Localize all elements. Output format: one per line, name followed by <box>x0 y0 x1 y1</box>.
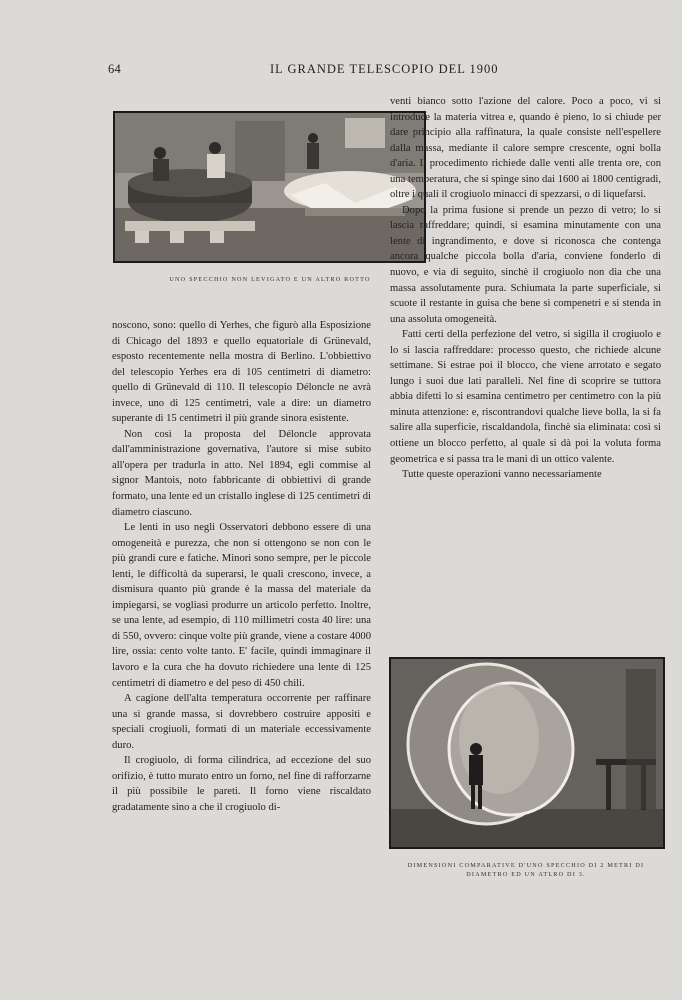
mirror-comparison-illustration <box>391 659 663 847</box>
paragraph: Fatti certi della perfezione del vetro, si sigilla il crogiuolo e lo si lascia raffreddare: processo questo, che richiede alcune settimane. Si estrae poi il blocco, che viene arrotato e segato lungo i suoi due lati paralleli. Nel fine di scoprire se tuttora abbia difetti lo si esamina centimetro per centimetro con la più minuta attenzione: e, riscontrandovi qualche lieve bolla, la si fa salire alla superficie, riscaldandola, finchè sia eliminata: così si ottiene un blocco perfetto, al quale si dà poi la voluta forma geometrica e si passa tra le mani di un ottico valente. <box>390 329 661 465</box>
figure-2-caption: DIMENSIONI COMPARATIVE D'UNO SPECCHIO DI 2 METRI DI DIAMETRO ED UN ATLRO DI 3. <box>407 862 645 878</box>
paragraph: Le lenti in uso negli Osservatori debbono essere di una omogeneità e purezza, che non si ottengono se non con le più grandi cure e fatiche. Minori sono sempre, per le piccole lenti, le difficoltà da superarsi, le quali crescono, invece, a dismisura quanto più grande è la massa del materiale da impiegarsi, se vogliasi produrre un articolo perfetto. Inoltre, se una lente, ad esempio, di 110 millimetri costa 40 lire: una di 550, ovvero: cinque volte più grande, viene a costare 4000 lire, ossia: cento volte tanto. E' facile, quindi immaginare il lavoro e la cura che ha dovuto richiedere una lente di 125 centimetri di diametro e del peso di 450 chili. <box>112 522 371 689</box>
figure-1-caption: UNO SPECCHIO NON LEVIGATO E UN ALTRO ROTTO <box>169 276 371 283</box>
workshop-illustration <box>115 113 424 261</box>
paragraph: venti bianco sotto l'azione del calore. Poco a poco, vi si introduce la materia vitrea e, quando è pieno, lo si chiude per dare principio alla raffinatura, la quale consiste nell'espellere dalla massa, mediante il calore sempre crescente, ogni bolla d'aria. Il procedimento richiede dalle venti alle trenta ore, con una temperatura, che si spinge sino dai 1600 ai 1800 centigradi, oltre i quali il crogiuolo minacci di spezzarsi, o di liquefarsi. <box>390 96 661 201</box>
page-number: 64 <box>108 62 122 76</box>
paragraph: Dopo la prima fusione si prende un pezzo di vetro; lo si lascia raffreddare; quindi, si esamina minutamente con una lente di ingrandimento, e dove si riconosca che contenga ancora qualche piccola bolla d'aria, conviene fonderlo di nuovo, e via di seguito, sinchè il crogiuolo non dia che una massa assolutamente pura. Schiumata la parte superficiale, si scuote il restante in guisa che bene si compenetri e si stenda in una assoluta omogeneità. <box>390 204 661 325</box>
left-text-column <box>112 318 371 816</box>
figure-workshop-mirrors <box>113 111 426 263</box>
running-title: IL GRANDE TELESCOPIO DEL 1900 <box>270 62 499 76</box>
paragraph: noscono, sono: quello di Yerhes, che figurò alla Esposizione di Chicago del 1893 e quello equatoriale di Grünevald, esposto recentemente nella mostra di Berlino. L'obbiettivo del telescopio Yerhes era di 105 centimetri di diametro: quello di Grünevald di 110. Il telescopio Déloncle ne avrà invece, uno di 125 centimetri, vale a dire: un diametro superante di 15 centimetri il più grande sinora esistente. <box>112 320 371 425</box>
paragraph: Non così la proposta del Déloncle approvata dall'amministrazione governativa, l'autore si mise subito all'opera per tradurla in atto. Nel 1894, egli commise al signor Mantois, noto fabbricante di obbiettivi di grande formato, una lente ed un cristallo inglese di 125 centimetri di diametro ciascuno. <box>112 428 371 518</box>
paragraph: Il crogiuolo, di forma cilindrica, ad eccezione del suo orifizio, è tutto murato entro un forno, nel fine di rafforzarne il più possibile le pareti. Il forno viene riscaldato gradatamente sino a che il crogiuolo di- <box>112 755 371 813</box>
paragraph: A cagione dell'alta temperatura occorrente per raffinare una sì grande massa, si dovrebbero costruire appositi e speciali crogiuoli, formati di un materiale eccessivamente duro. <box>112 693 371 751</box>
figure-mirror-size-comparison <box>389 657 665 849</box>
page-header <box>0 62 682 82</box>
paragraph: Tutte queste operazioni vanno necessariamente <box>402 469 602 481</box>
right-text-column <box>390 94 661 483</box>
